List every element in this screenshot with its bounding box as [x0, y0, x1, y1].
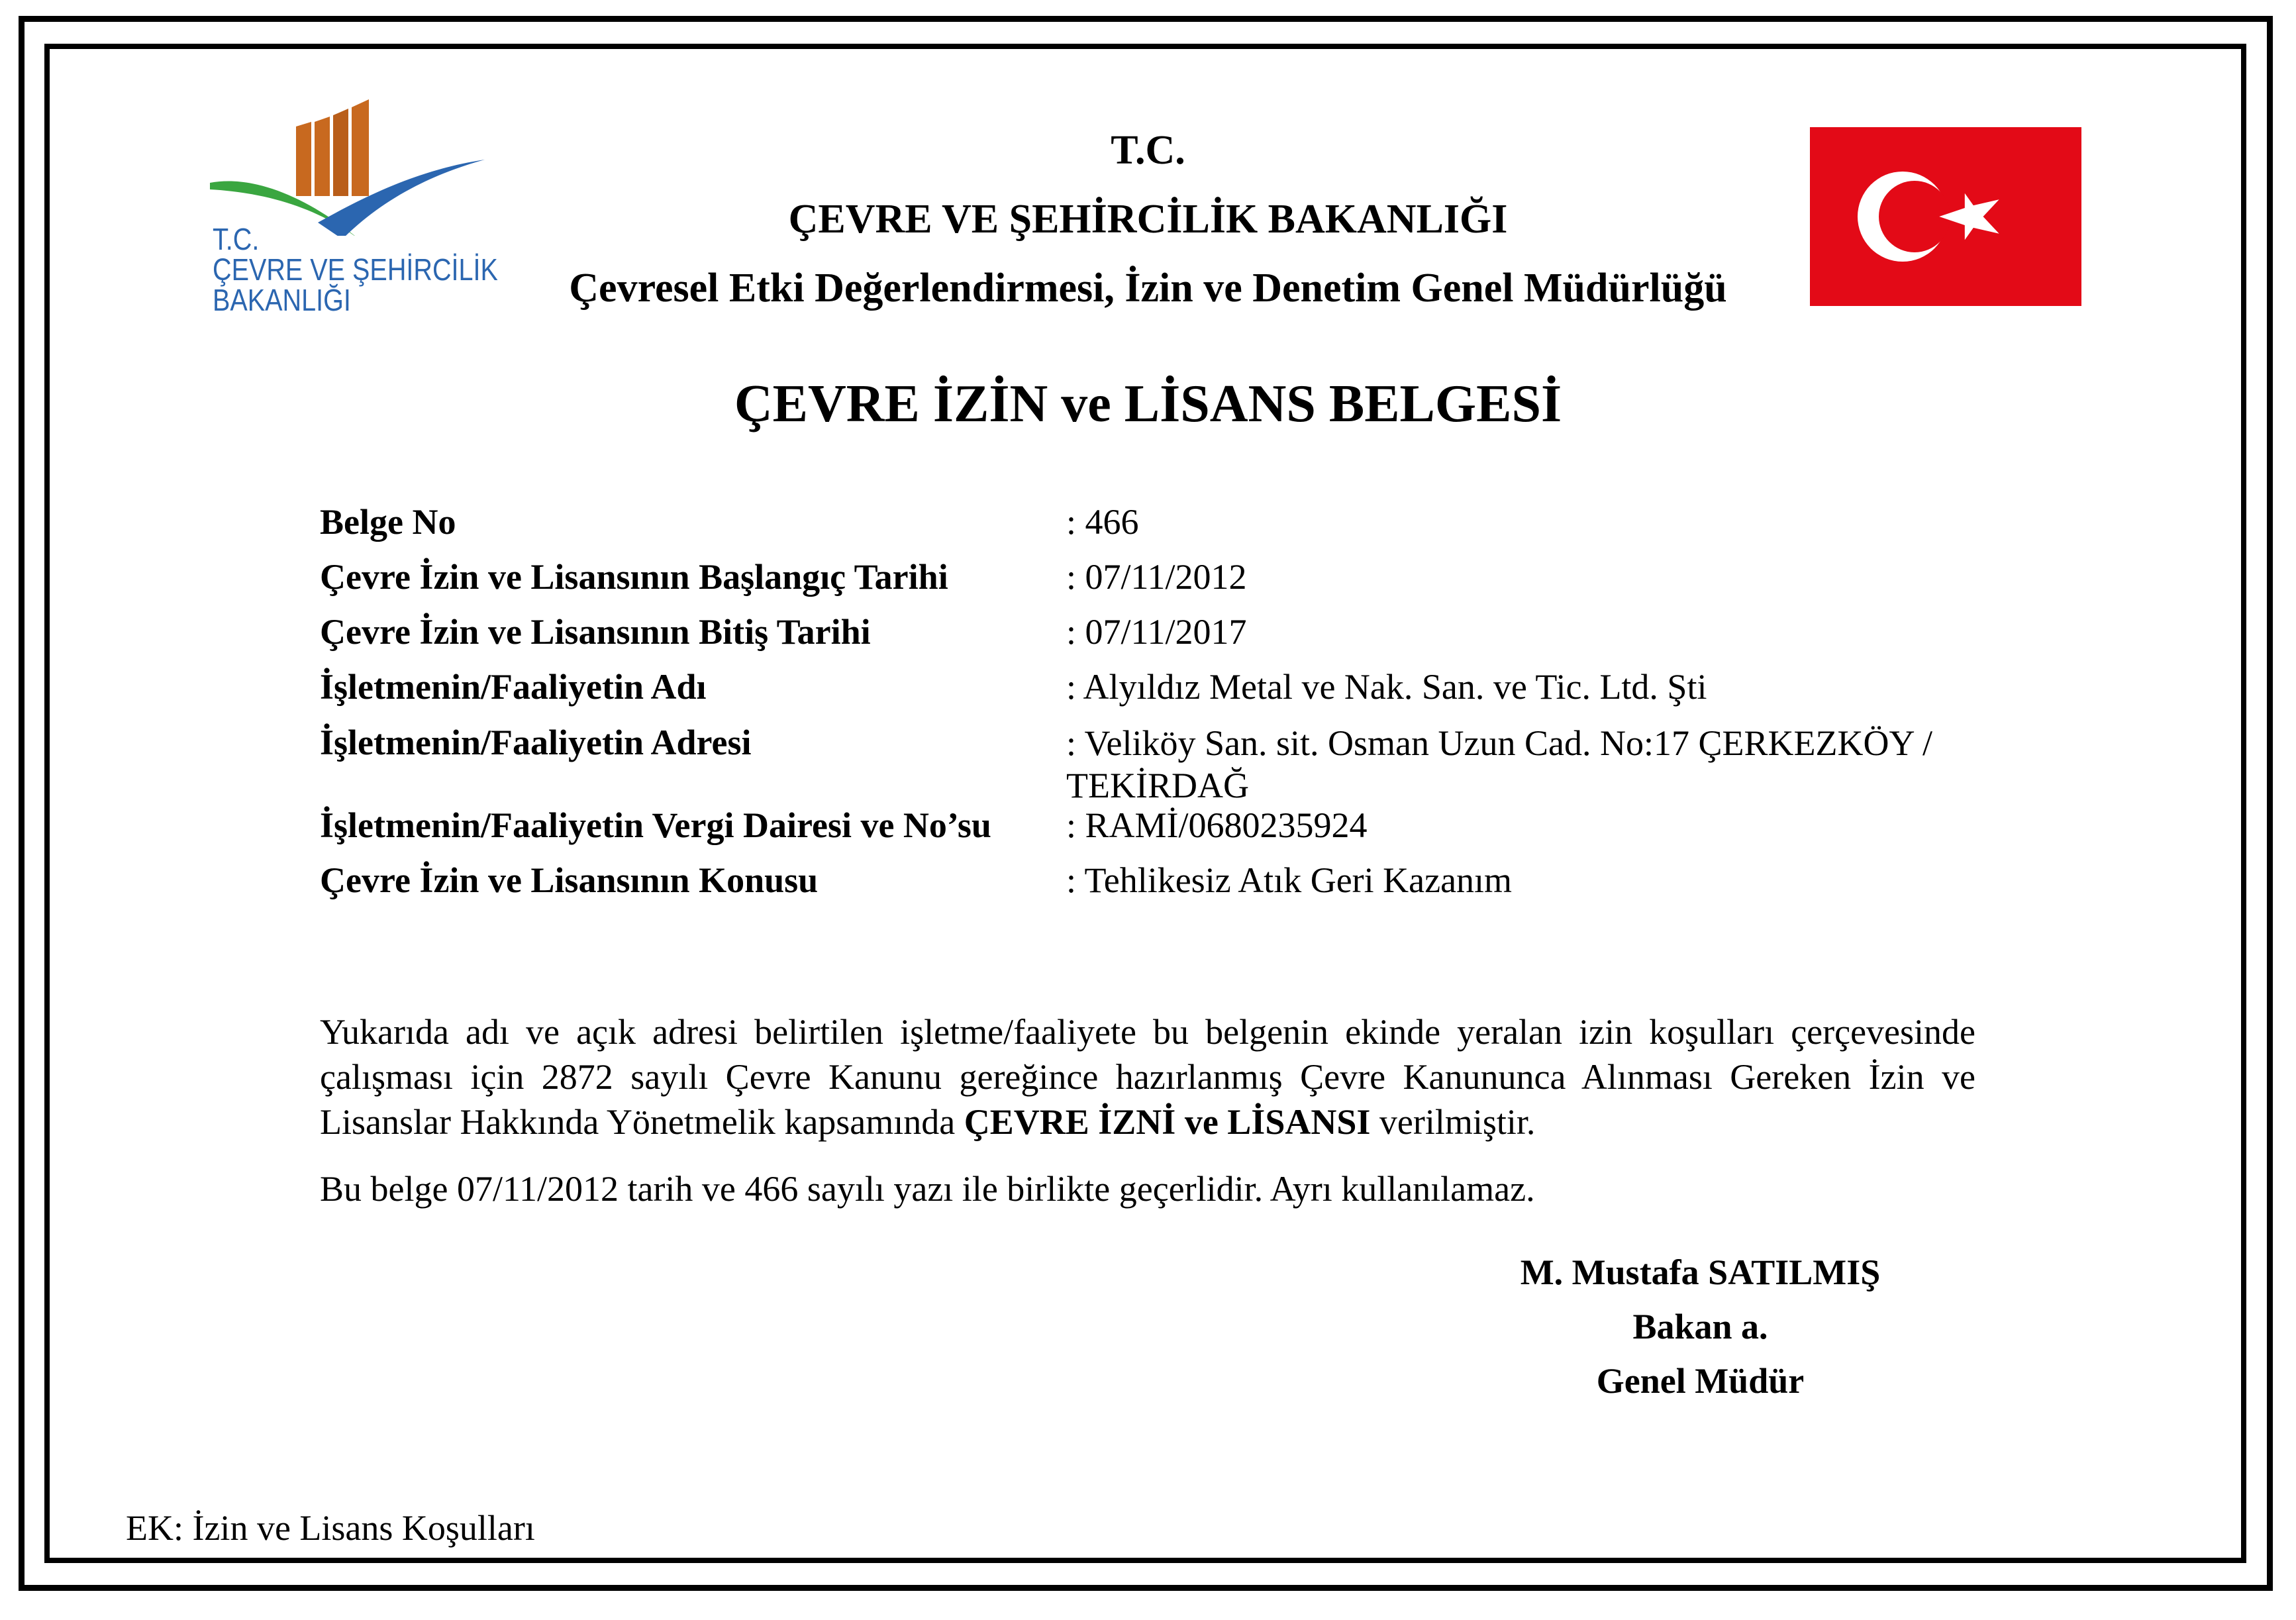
validity-note: Bu belge 07/11/2012 tarih ve 466 sayılı yazı ile birlikte geçerlidir. Ayrı kullanılamaz.	[320, 1169, 1535, 1209]
signatory-title: Genel Müdür	[1596, 1361, 1805, 1401]
field-label-subject: Çevre İzin ve Lisansının Konusu	[320, 860, 819, 900]
field-label-tax-office: İşletmenin/Faaliyetin Vergi Dairesi ve No’su	[320, 805, 991, 845]
field-label-end-date: Çevre İzin ve Lisansının Bitiş Tarihi	[320, 612, 871, 652]
field-value-belge-no: : 466	[1066, 502, 1139, 542]
body-paragraph-end: verilmiştir.	[1379, 1102, 1536, 1142]
annex-note: EK: İzin ve Lisans Koşulları	[126, 1508, 535, 1548]
field-label-business-name: İşletmenin/Faaliyetin Adı	[320, 667, 707, 707]
body-paragraph-text: Yukarıda adı ve açık adresi belirtilen işletme/faaliyete bu belgenin ekinde yeralan izin koşulları çerçevesinde çalışması için 2872 sayılı Çevre Kanunu gereğince hazırlanmış Çevre Kanununca Alınması Gereken İzin ve Lisanslar Hakkında Yönetmelik kapsamında	[320, 1012, 1975, 1142]
field-value-end-date: : 07/11/2017	[1066, 612, 1247, 652]
field-value-start-date: : 07/11/2012	[1066, 557, 1247, 597]
header-tc: T.C.	[1111, 128, 1185, 173]
logo-text-ministry: ÇEVRE VE ŞEHİRCİLİK	[213, 252, 498, 287]
signatory-role: Bakan a.	[1632, 1307, 1768, 1346]
field-value-subject: : Tehlikesiz Atık Geri Kazanım	[1066, 860, 1513, 900]
field-label-belge-no: Belge No	[320, 502, 456, 542]
field-value-tax-office: : RAMİ/0680235924	[1066, 805, 1368, 845]
field-value-business-name: : Alyıldız Metal ve Nak. San. ve Tic. Ltd. Şti	[1066, 667, 1707, 707]
header-directorate: Çevresel Etki Değerlendirmesi, İzin ve Denetim Genel Müdürlüğü	[569, 266, 1727, 311]
field-label-address: İşletmenin/Faaliyetin Adresi	[320, 723, 752, 762]
logo-text-tc: T.C.	[213, 222, 260, 256]
field-label-start-date: Çevre İzin ve Lisansının Başlangıç Tarihi	[320, 557, 948, 597]
header-ministry: ÇEVRE VE ŞEHİRCİLİK BAKANLIĞI	[788, 197, 1508, 242]
logo-text-bakanlik: BAKANLIĞI	[213, 283, 351, 317]
body-paragraph	[320, 1009, 1975, 1144]
body-paragraph-bold: ÇEVRE İZNİ ve LİSANSI	[964, 1102, 1371, 1142]
signatory-name: M. Mustafa SATILMIŞ	[1520, 1252, 1881, 1292]
document-title: ÇEVRE İZİN ve LİSANS BELGESİ	[734, 375, 1562, 433]
field-value-address: : Veliköy San. sit. Osman Uzun Cad. No:17 ÇERKEZKÖY / TEKİRDAĞ	[1066, 723, 1932, 805]
